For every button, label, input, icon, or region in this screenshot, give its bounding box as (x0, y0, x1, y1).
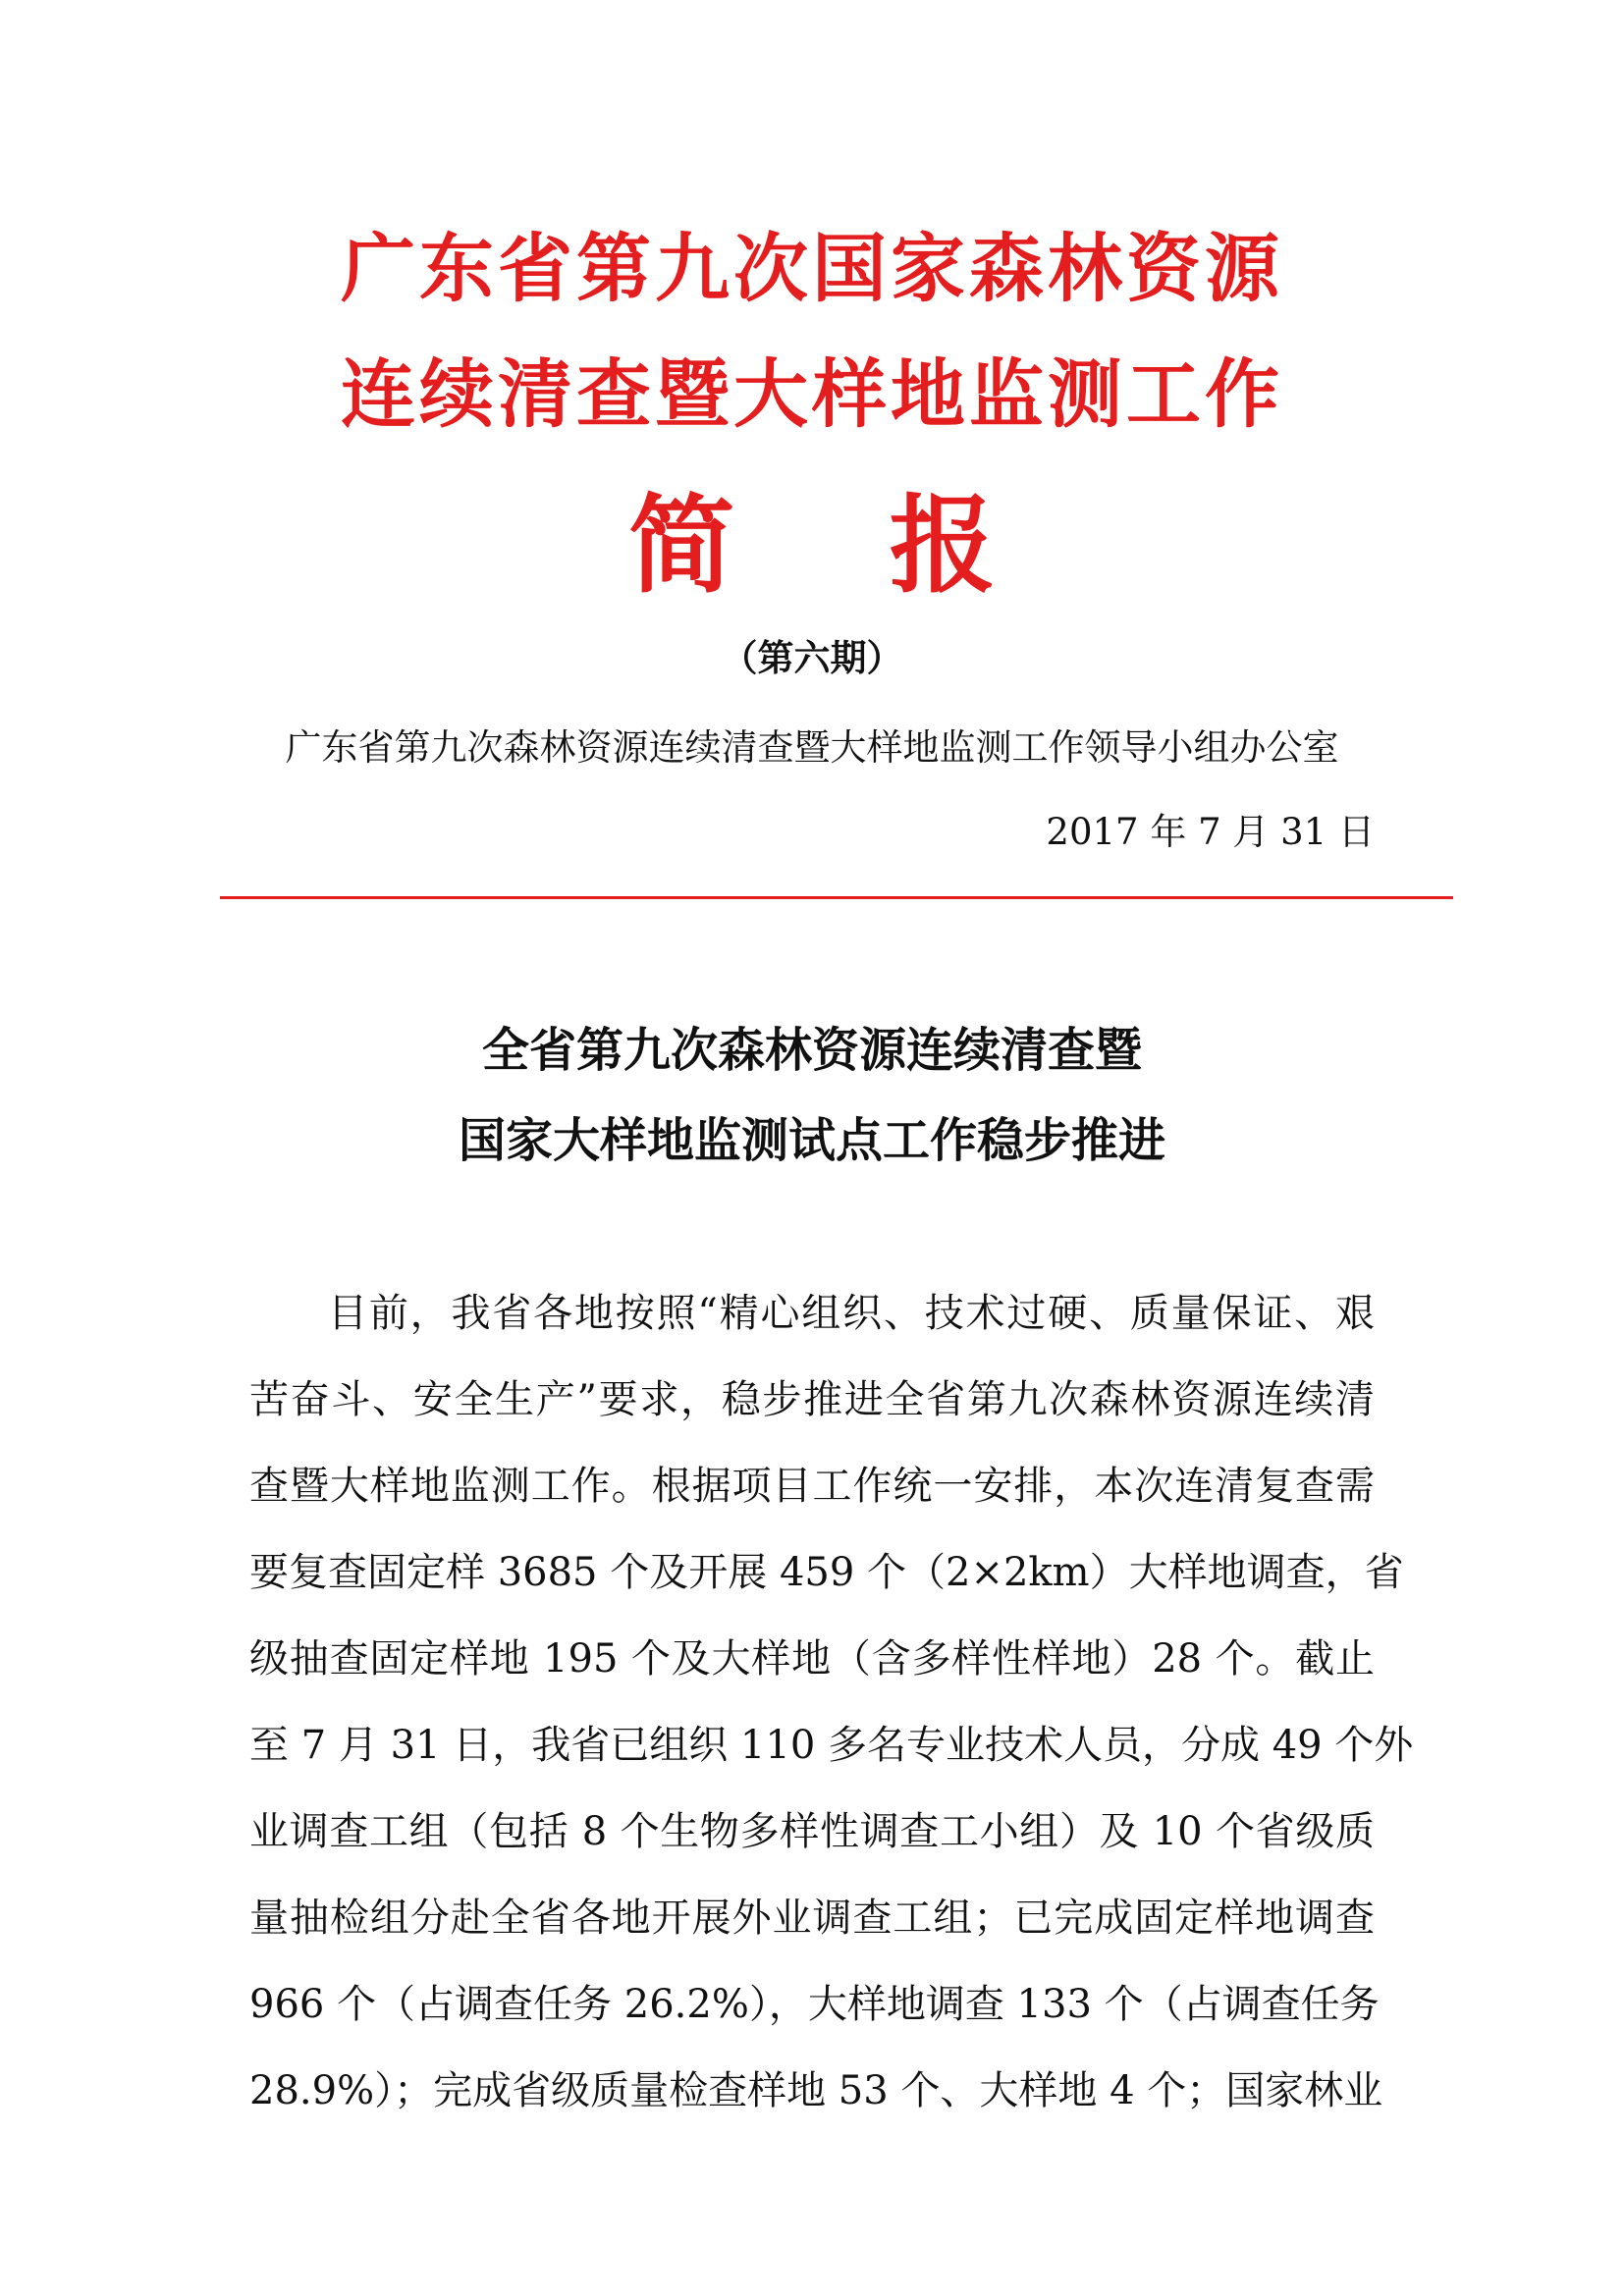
body-line: 苦奋斗、安全生产”要求，稳步推进全省第九次森林资源连续清 (249, 1377, 1375, 1422)
body-line: 至 7 月 31 日，我省已组织 110 多名专业技术人员，分成 49 个外 (249, 1723, 1414, 1768)
article-title-line-1: 全省第九次森林资源连续清查暨 (481, 1023, 1142, 1078)
body-line: 28.9%）；完成省级质量检查样地 53 个、大样地 4 个；国家林业 (249, 2068, 1383, 2113)
body-line: 量抽检组分赴全省各地开展外业调查工组；已完成固定样地调查 (249, 1896, 1375, 1941)
issue-number: （第六期） (721, 636, 903, 679)
body-line: 级抽查固定样地 195 个及大样地（含多样性样地）28 个。截止 (249, 1636, 1375, 1682)
body-line: 目前，我省各地按照“精心组织、技术过硬、质量保证、艰 (328, 1291, 1375, 1336)
body-line: 业调查工组（包括 8 个生物多样性调查工小组）及 10 个省级质 (249, 1809, 1375, 1854)
body-line: 查暨大样地监测工作。根据项目工作统一安排，本次连清复查需 (249, 1464, 1375, 1509)
bulletin-title-jianbao: 简 报 (628, 484, 1055, 608)
article-body (249, 1270, 1414, 2134)
body-line: 要复查固定样 3685 个及开展 459 个（2×2km）大样地调查，省 (249, 1550, 1404, 1595)
bulletin-title-line-1: 广东省第九次国家森林资源 (341, 225, 1283, 312)
article-title-line-2: 国家大样地监测试点工作稳步推进 (458, 1113, 1165, 1168)
issue-date: 2017 年 7 月 31 日 (1046, 811, 1375, 853)
body-line: 966 个（占调查任务 26.2%），大样地调查 133 个（占调查任务 (249, 1982, 1380, 2027)
issuing-office: 广东省第九次森林资源连续清查暨大样地监测工作领导小组办公室 (285, 726, 1339, 769)
header-divider (220, 896, 1453, 899)
bulletin-title-line-2: 连续清查暨大样地监测工作 (341, 350, 1283, 438)
